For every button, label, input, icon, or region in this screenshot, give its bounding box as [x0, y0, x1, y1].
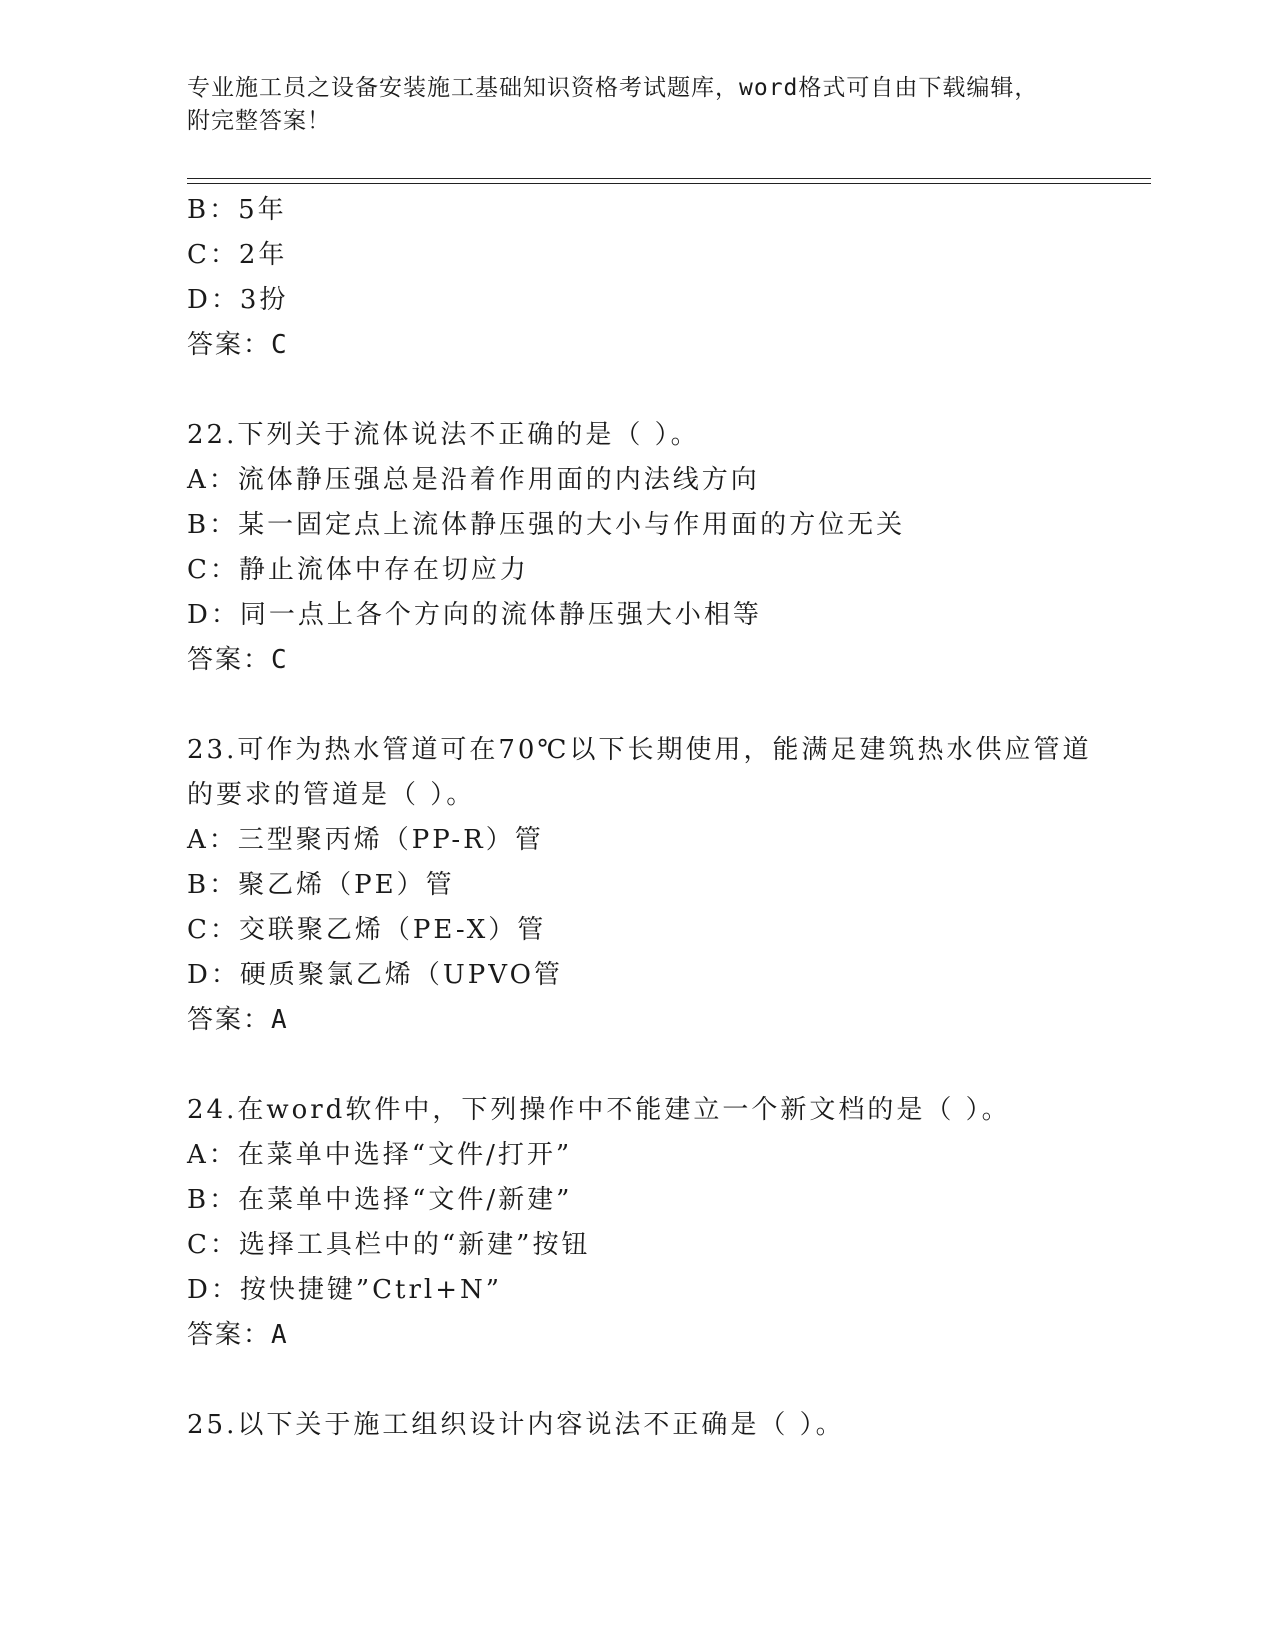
q22-option-d: D：同一点上各个方向的流体静压强大小相等: [187, 600, 762, 630]
q24-option-b: B：在菜单中选择“文件/新建”: [187, 1185, 573, 1215]
q23-option-d: D：硬质聚氯乙烯（UPVO管: [187, 960, 563, 990]
q24-option-d: D：按快捷键”Ctrl+N”: [187, 1275, 503, 1305]
header-divider-top: [187, 178, 1151, 179]
q24-answer: 答案：A: [187, 1320, 289, 1350]
q24-option-a: A：在菜单中选择“文件/打开”: [187, 1140, 573, 1170]
q21-answer: 答案：C: [187, 330, 289, 360]
q21-option-b: B：5年: [187, 195, 287, 225]
q23-option-a: A：三型聚丙烯（PP-R）管: [187, 825, 544, 855]
q22-answer: 答案：C: [187, 645, 289, 675]
q22-stem: 22.下列关于流体说法不正确的是（ ）。: [187, 420, 700, 450]
q23-stem-line-1: 23.可作为热水管道可在70℃以下长期使用，能满足建筑热水供应管道: [187, 735, 1092, 765]
q24-option-c: C：选择工具栏中的“新建”按钮: [187, 1230, 591, 1260]
header-line-1: 专业施工员之设备安装施工基础知识资格考试题库，word格式可自由下载编辑，: [187, 75, 1039, 101]
q23-option-b: B：聚乙烯（PE）管: [187, 870, 455, 900]
q23-answer: 答案：A: [187, 1005, 289, 1035]
q22-option-b: B：某一固定点上流体静压强的大小与作用面的方位无关: [187, 510, 906, 540]
q23-option-c: C：交联聚乙烯（PE-X）管: [187, 915, 547, 945]
q23-stem-line-2: 的要求的管道是（ ）。: [187, 780, 476, 810]
header-line-2: 附完整答案！: [187, 108, 331, 134]
q21-option-c: C：2年: [187, 240, 288, 270]
q22-option-a: A：流体静压强总是沿着作用面的内法线方向: [187, 465, 760, 495]
q22-option-c: C：静止流体中存在切应力: [187, 555, 529, 585]
header-divider-bottom: [187, 183, 1151, 184]
q21-option-d: D：3扮: [187, 285, 289, 315]
document-header: [187, 72, 1087, 138]
q24-stem: 24.在word软件中，下列操作中不能建立一个新文档的是（ ）。: [187, 1095, 1011, 1125]
q25-stem: 25.以下关于施工组织设计内容说法不正确是（ ）。: [187, 1410, 845, 1440]
